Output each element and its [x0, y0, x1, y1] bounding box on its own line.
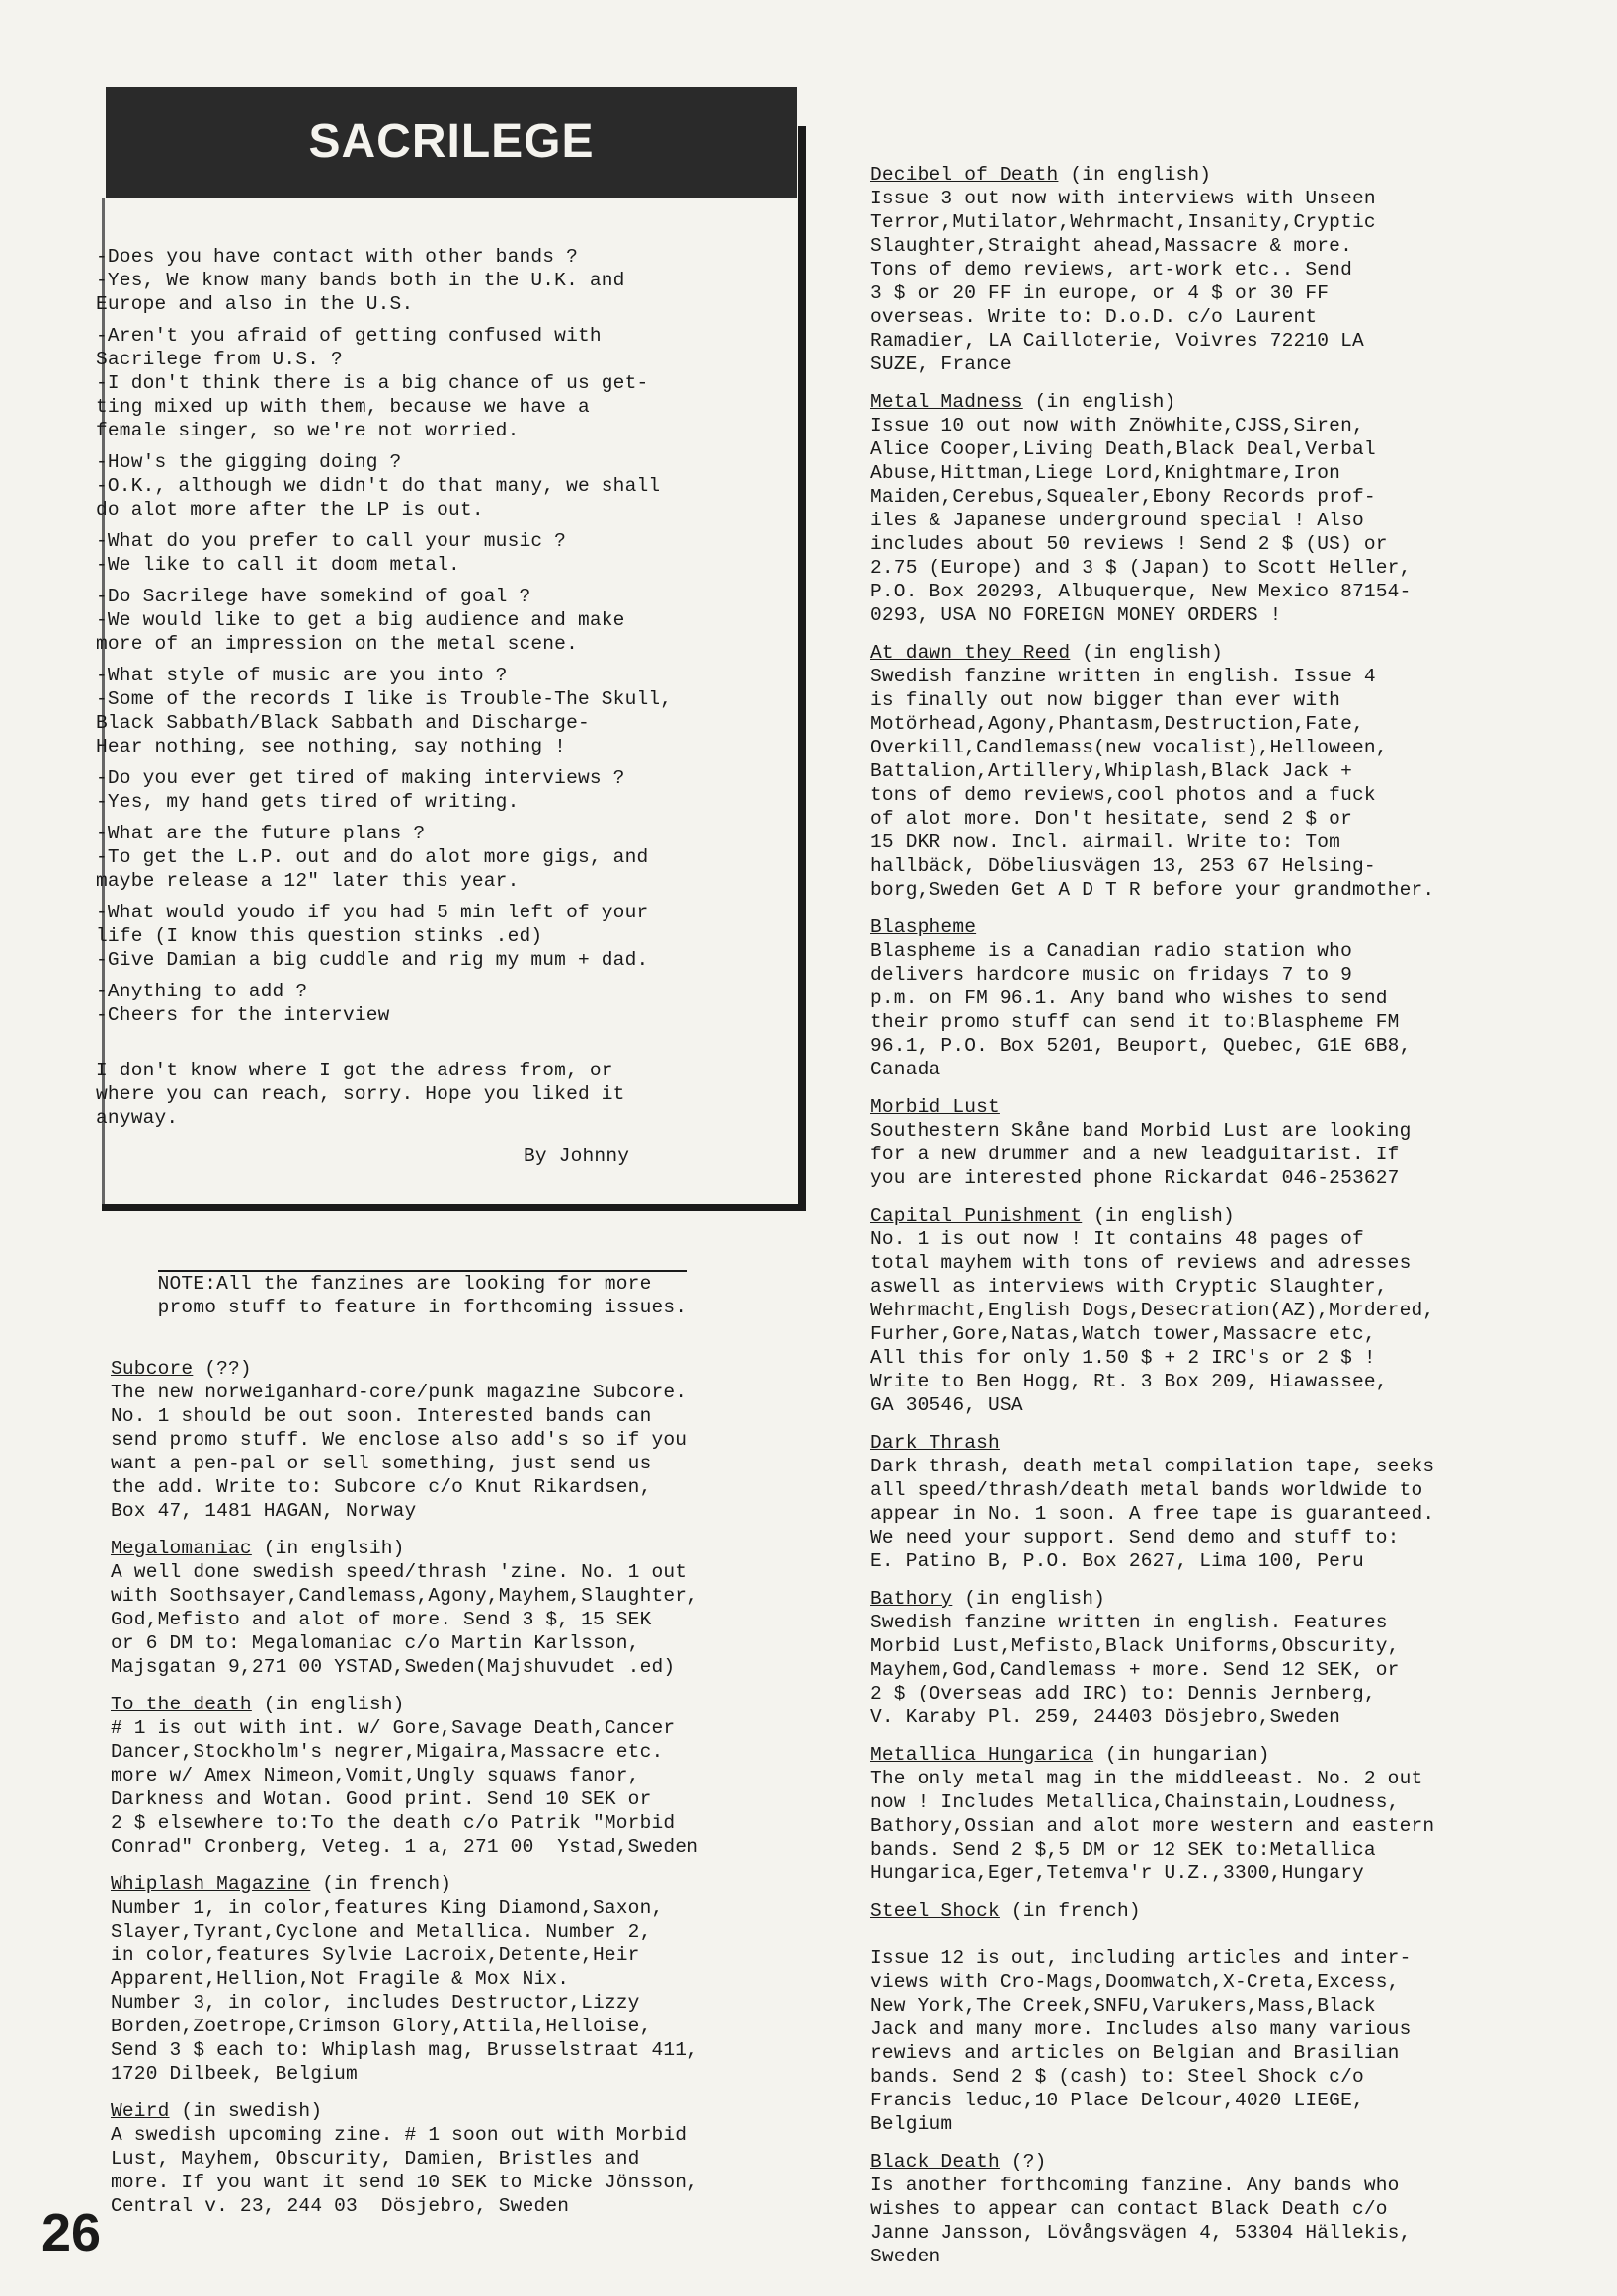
fanzine-name: Metal Madness: [870, 391, 1023, 413]
fanzine-entry: [870, 1095, 1434, 1190]
fanzine-language: (?): [999, 2151, 1047, 2173]
interview-qa: -Do Sacrilege have somekind of goal ? -We would like to get a big audience and make more of an impression on the metal scene.: [96, 586, 625, 655]
fanzine-entry: [870, 2150, 1434, 2268]
fanzine-entry: [111, 1872, 698, 2086]
fanzine-description: A well done swedish speed/thrash 'zine. No. 1 out with Soothsayer,Candlemass,Agony,Mayhem,Slaughter, God,Mefisto and alot of more. Send 3 $, 15 SEK or 6 DM to: Megalomaniac c/o Martin Karlsson, Majsgatan 9,271 00 YSTAD,Sweden(Majshuvudet .ed): [111, 1561, 699, 1678]
fanzine-name: Megalomaniac: [111, 1538, 252, 1559]
fanzine-name: Whiplash Magazine: [111, 1873, 311, 1895]
fanzine-name: Metallica Hungarica: [870, 1744, 1094, 1766]
fanzine-column-right: [870, 163, 1434, 2282]
fanzine-language: (in english): [1058, 164, 1212, 186]
fanzine-description: The new norweiganhard-core/punk magazine Subcore. No. 1 should be out soon. Interested bands can send promo stuff. We enclose also add's so if you want a pen-pal or sell something, just send us the add. Write to: Subcore c/o Knut Rikardsen, Box 47, 1481 HAGAN, Norway: [111, 1382, 687, 1522]
fanzine-name: Black Death: [870, 2151, 1000, 2173]
sacrilege-title-banner: SACRILEGE: [106, 87, 797, 198]
fanzine-entry: [870, 390, 1434, 627]
fanzine-name: Subcore: [111, 1358, 194, 1380]
interview-qa: -How's the gigging doing ? -O.K., although we didn't do that many, we shall do alot more after the LP is out.: [96, 451, 661, 520]
fanzine-description: No. 1 is out now ! It contains 48 pages of total mayhem with tons of reviews and adresses aswell as interviews with Cryptic Slaughter, Wehrmacht,English Dogs,Desecration(AZ),Mordered, Furher,Gore,Natas,Watch tower,Massacre etc, All this for only 1.50 $ + 2 IRC's or 2 $ ! Write to Ben Hogg, Rt. 3 Box 209, Hiawassee, GA 30546, USA: [870, 1228, 1435, 1416]
interview-qa: -Anything to add ? -Cheers for the interview: [96, 981, 390, 1026]
fanzine-entry: [111, 1357, 698, 1523]
fanzine-entry: [870, 915, 1434, 1081]
fanzine-description: The only metal mag in the middleeast. No. 2 out now ! Includes Metallica,Chainstain,Loudness, Bathory,Ossian and alot more western and eastern bands. Send 2 $,5 DM or 12 SEK to:Metallica Hungarica,Eger,Tetemva'r U.Z.,3300,Hungary: [870, 1768, 1435, 1884]
interview-qa: -What style of music are you into ? -Some of the records I like is Trouble-The Skull, Black Sabbath/Black Sabbath and Discharge- Hear nothing, see nothing, say nothing !: [96, 665, 673, 757]
fanzine-description: Dark thrash, death metal compilation tape, seeks all speed/thrash/death metal bands worldwide to appear in No. 1 soon. A free tape is guaranteed. We need your support. Send demo and stuff to: E. Patino B, P.O. Box 2627, Lima 100, Peru: [870, 1456, 1435, 1572]
fanzine-language: (in swedish): [169, 2100, 323, 2122]
fanzine-description: Is another forthcoming fanzine. Any bands who wishes to appear can contact Black Death c/o Janne Jansson, Lövångsvägen 4, 53304 Hällekis, Sweden: [870, 2175, 1412, 2267]
fanzine-entry: [870, 163, 1434, 376]
fanzine-entry: [870, 1899, 1434, 2136]
fanzine-name: Morbid Lust: [870, 1096, 1000, 1118]
interview-qa: -Does you have contact with other bands ? -Yes, We know many bands both in the U.K. and Europe and also in the U.S.: [96, 246, 625, 315]
fanzine-name: At dawn they Reed: [870, 642, 1071, 664]
fanzine-name: Bathory: [870, 1588, 953, 1610]
interview-box-bottom-border: [102, 1204, 806, 1211]
fanzine-entry: [111, 2099, 698, 2218]
fanzine-entry: [870, 1743, 1434, 1885]
fanzine-language: (in english): [1082, 1205, 1235, 1227]
fanzine-name: Weird: [111, 2100, 170, 2122]
fanzine-name: Decibel of Death: [870, 164, 1059, 186]
sacrilege-interview: [96, 245, 672, 1138]
fanzine-description: Swedish fanzine written in english. Features Morbid Lust,Mefisto,Black Uniforms,Obscurity, Mayhem,God,Candlemass + more. Send 12 SEK, or 2 $ (Overseas add IRC) to: Dennis Jernberg, V. Karaby Pl. 259, 24403 Dösjebro,Sweden: [870, 1612, 1400, 1728]
interview-box-right-border: [798, 126, 806, 1210]
fanzine-description: A swedish upcoming zine. # 1 soon out with Morbid Lust, Mayhem, Obscurity, Damien, Bristles and more. If you want it send 10 SEK to Micke Jönsson, Central v. 23, 244 03 Dösjebro, Sweden: [111, 2124, 699, 2217]
fanzine-language: (in french): [999, 1900, 1141, 1922]
fanzine-name: Dark Thrash: [870, 1432, 1000, 1454]
fanzine-column-left: [111, 1246, 698, 2232]
fanzine-entry: [870, 1204, 1434, 1417]
fanzine-description: # 1 is out with int. w/ Gore,Savage Death,Cancer Dancer,Stockholm's negrer,Migaira,Massacre etc. more w/ Amex Nimeon,Vomit,Ungly squaws fanor, Darkness and Wotan. Good print. Send 10 SEK or 2 $ elsewhere to:To the death c/o Patrik "Morbid Conrad" Cronberg, Veteg. 1 a, 271 00 Ystad,Sweden: [111, 1717, 699, 1858]
fanzine-language: (in english): [1070, 642, 1224, 664]
interview-qa: -What would youdo if you had 5 min left of your life (I know this question stinks .ed) -Give Damian a big cuddle and rig my mum + dad.: [96, 902, 649, 971]
fanzine-name: To the death: [111, 1694, 252, 1715]
fanzine-name: Capital Punishment: [870, 1205, 1083, 1227]
fanzine-language: (??): [193, 1358, 252, 1380]
interview-qa: -Aren't you afraid of getting confused with Sacrilege from U.S. ? -I don't think there is a big chance of us get- ting mixed up with them, because we have a female singer, so we're not worried.: [96, 325, 649, 441]
fanzine-entry: [111, 1537, 698, 1679]
fanzine-description: Issue 12 is out, including articles and inter- views with Cro-Mags,Doomwatch,X-Creta,Excess, New York,The Creek,SNFU,Varukers,Mass,Black Jack and many more. Includes also many various rewievs and articles on Belgian and Brasilian bands. Send 2 $ (cash) to: Steel Shock c/o Francis leduc,10 Place Delcour,4020 LIEGE, Belgium: [870, 1947, 1412, 2135]
fanzine-language: (in french): [310, 1873, 452, 1895]
fanzine-description: Number 1, in color,features King Diamond,Saxon, Slayer,Tyrant,Cyclone and Metallica. Number 2, in color,features Sylvie Lacroix,Detente,Heir Apparent,Hellion,Not Fragile & Mox Nix. Number 3, in color, includes Destructor,Lizzy Borden,Zoetrope,Crimson Glory,Attila,Helloise, Send 3 $ each to: Whiplash mag, Brusselstraat 411, 1720 Dilbeek, Belgium: [111, 1897, 699, 2085]
interview-qa: I don't know where I got the adress from, or where you can reach, sorry. Hope you liked it anyway.: [96, 1060, 625, 1129]
fanzine-note: NOTE:All the fanzines are looking for more promo stuff to feature in forthcoming issues.: [158, 1270, 687, 1319]
fanzine-language: (in hungarian): [1093, 1744, 1270, 1766]
interview-qa: -Do you ever get tired of making interviews ? -Yes, my hand gets tired of writing.: [96, 767, 625, 813]
fanzine-name: Steel Shock: [870, 1900, 1000, 1922]
fanzine-description: Issue 10 out now with Znöwhite,CJSS,Siren, Alice Cooper,Living Death,Black Deal,Verbal Abuse,Hittman,Liege Lord,Knightmare,Iron Maiden,Cerebus,Squealer,Ebony Records prof- iles & Japanese underground special ! Also includes about 50 reviews ! Send 2 $ (US) or 2.75 (Europe) and 3 $ (Japan) to Scott Heller, P.O. Box 20293, Albuquerque, New Mexico 87154- 0293, USA NO FOREIGN MONEY ORDERS !: [870, 415, 1412, 626]
fanzine-entry: [870, 1431, 1434, 1573]
interview-credit: By Johnny: [524, 1146, 630, 1167]
page-number: 26: [41, 2203, 102, 2262]
fanzine-description: Swedish fanzine written in english. Issue 4 is finally out now bigger than ever with Motörhead,Agony,Phantasm,Destruction,Fate, Overkill,Candlemass(new vocalist),Helloween, Battalion,Artillery,Whiplash,Black Jack + tons of demo reviews,cool photos and a fuck of alot more. Don't hesitate, send 2 $ or 15 DKR now. Incl. airmail. Write to: Tom hallbäck, Döbeliusvägen 13, 253 67 Helsing- borg,Sweden Get A D T R before your grandmother.: [870, 666, 1435, 901]
interview-qa: -What are the future plans ? -To get the L.P. out and do alot more gigs, and maybe release a 12" later this year.: [96, 823, 649, 892]
fanzine-entry: [870, 641, 1434, 902]
fanzine-description: Blaspheme is a Canadian radio station who delivers hardcore music on fridays 7 to 9 p.m. on FM 96.1. Any band who wishes to send their promo stuff can send it to:Blaspheme FM 96.1, P.O. Box 5201, Beuport, Quebec, G1E 6B8, Canada: [870, 940, 1412, 1080]
fanzine-description: Issue 3 out now with interviews with Unseen Terror,Mutilator,Wehrmacht,Insanity,Cryptic Slaughter,Straight ahead,Massacre & more. Tons of demo reviews, art-work etc.. Send 3 $ or 20 FF in europe, or 4 $ or 30 FF overseas. Write to: D.o.D. c/o Laurent Ramadier, LA Cailloterie, Voivres 72210 LA SUZE, France: [870, 188, 1376, 375]
fanzine-description: Southestern Skåne band Morbid Lust are looking for a new drummer and a new leadguitarist. If you are interested phone Rickardat 046-253627: [870, 1120, 1412, 1189]
interview-qa: -What do you prefer to call your music ? -We like to call it doom metal.: [96, 530, 567, 576]
fanzine-entry: [111, 1693, 698, 1859]
fanzine-entry: [870, 1587, 1434, 1729]
fanzine-language: (in englsih): [251, 1538, 405, 1559]
fanzine-language: (in english): [251, 1694, 405, 1715]
fanzine-language: (in english): [1022, 391, 1176, 413]
fanzine-name: Blaspheme: [870, 916, 977, 938]
fanzine-language: (in english): [952, 1588, 1106, 1610]
